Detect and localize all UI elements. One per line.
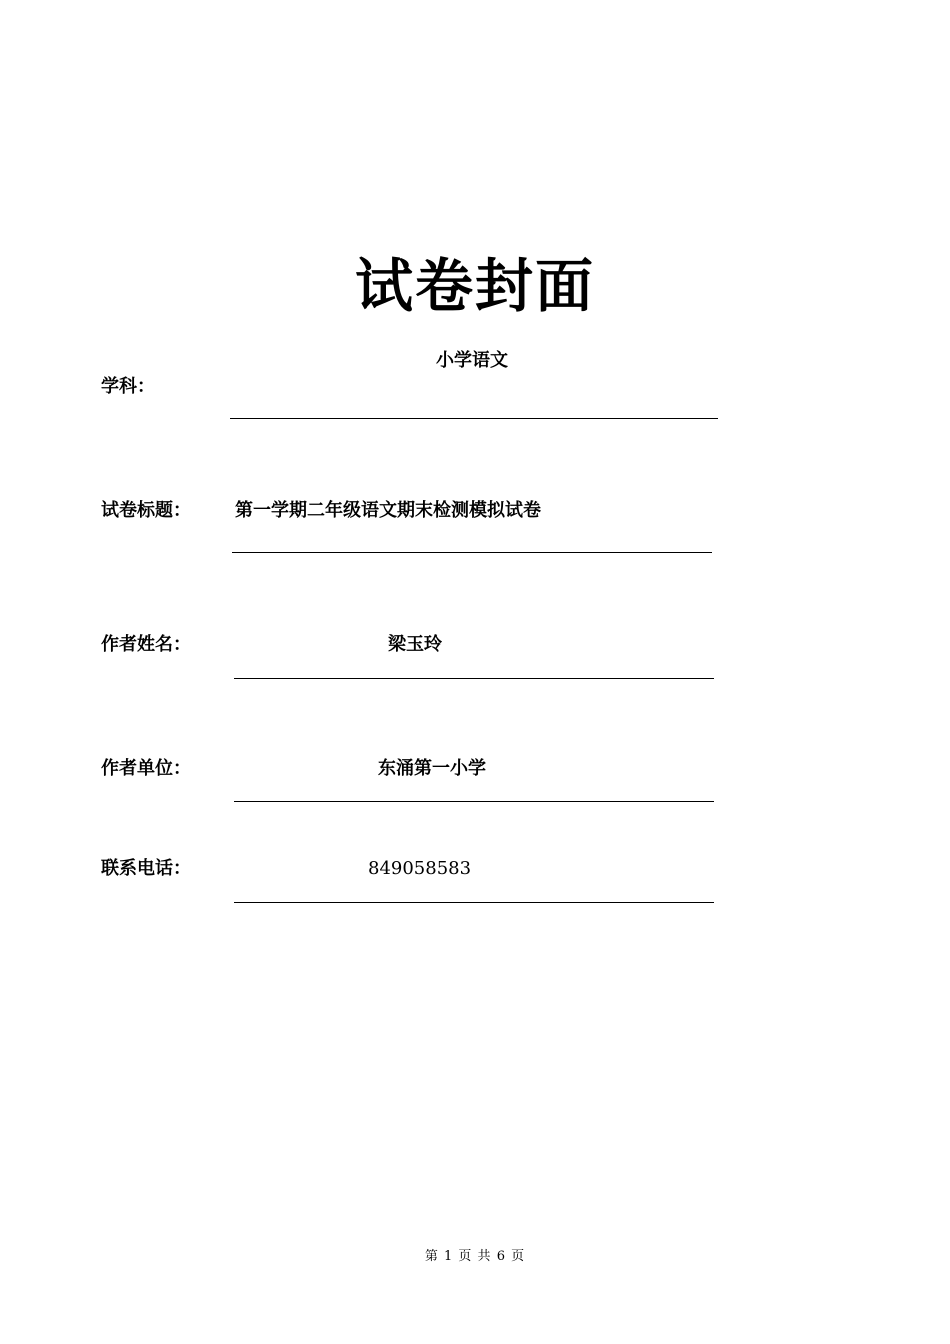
exam-title-label: 试卷标题：	[101, 500, 191, 521]
author-unit-underline	[234, 801, 714, 802]
author-name-underline	[234, 678, 714, 679]
subject-label: 学科：	[101, 376, 155, 397]
author-name-label: 作者姓名：	[101, 634, 191, 655]
exam-title-value: 第一学期二年级语文期末检测模拟试卷	[235, 500, 541, 521]
phone-label: 联系电话：	[101, 858, 191, 879]
phone-underline	[234, 902, 714, 903]
author-name-value: 梁玉玲	[388, 634, 442, 655]
subject-value: 小学语文	[436, 350, 508, 371]
page-number: 第 1 页 共 6 页	[424, 1249, 526, 1264]
author-unit-label: 作者单位：	[101, 758, 191, 779]
phone-value: 849058583	[368, 858, 472, 879]
subject-underline	[230, 418, 718, 419]
page-title: 试卷封面	[354, 252, 595, 320]
exam-title-underline	[232, 552, 712, 553]
author-unit-value: 东涌第一小学	[378, 758, 486, 779]
